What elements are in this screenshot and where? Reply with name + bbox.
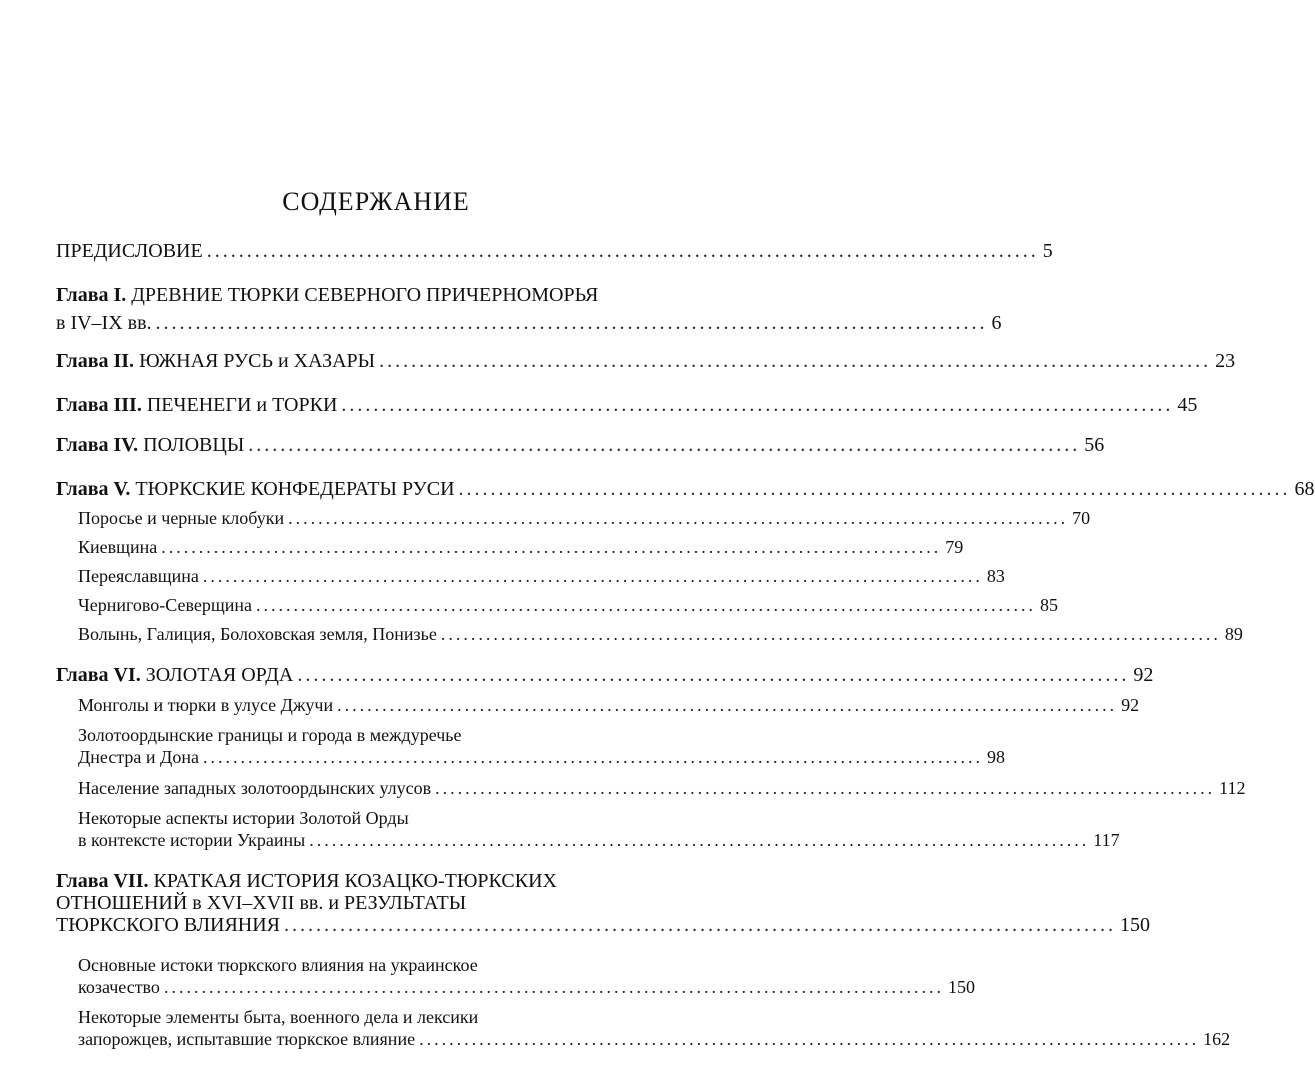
toc-subentry[interactable] bbox=[78, 807, 1120, 851]
leader-dots: ........................................................................................................ bbox=[379, 350, 1212, 372]
page-number: 92 bbox=[1121, 695, 1140, 715]
leader-dots: ........................................................................................................ bbox=[206, 240, 1039, 262]
toc-entry-chapter-6[interactable] bbox=[56, 664, 1154, 686]
page-number: 89 bbox=[1224, 624, 1243, 644]
page-number: 162 bbox=[1203, 1029, 1231, 1049]
leader-dots: ........................................................................................................ bbox=[248, 434, 1081, 456]
chapter-label: Глава VI. bbox=[56, 664, 141, 686]
leader-dots: ........................................................................................................ bbox=[419, 1029, 1200, 1049]
toc-entry-chapter-2[interactable] bbox=[56, 350, 1236, 372]
leader-dots: ........................................................................................................ bbox=[341, 394, 1174, 416]
page-number: 70 bbox=[1072, 508, 1091, 528]
toc-subentry[interactable] bbox=[78, 623, 1243, 645]
chapter-title: КРАТКАЯ ИСТОРИЯ КОЗАЦКО-ТЮРКСКИХ bbox=[153, 870, 557, 892]
leader-dots: ........................................................................................................ bbox=[155, 312, 988, 334]
toc-subentry[interactable] bbox=[78, 507, 1091, 529]
subentry-title-continued: в контексте истории Украины bbox=[78, 830, 306, 850]
toc-subentry[interactable] bbox=[78, 954, 975, 998]
page-number: 117 bbox=[1093, 830, 1120, 850]
leader-dots: ........................................................................................................ bbox=[309, 830, 1090, 850]
toc-subentry[interactable] bbox=[78, 777, 1246, 799]
subentry-title: Некоторые аспекты истории Золотой Орды bbox=[78, 808, 409, 828]
page-number: 23 bbox=[1215, 350, 1236, 372]
toc-subentry[interactable] bbox=[78, 594, 1058, 616]
leader-dots: ........................................................................................................ bbox=[458, 478, 1291, 500]
page-number: 112 bbox=[1219, 778, 1246, 798]
chapter-title: ЮЖНАЯ РУСЬ и ХАЗАРЫ bbox=[139, 350, 376, 372]
page-number: 6 bbox=[991, 312, 1002, 334]
subentry-title-continued: Днестра и Дона bbox=[78, 747, 199, 767]
page-number: 92 bbox=[1133, 664, 1154, 686]
page-number: 79 bbox=[945, 537, 964, 557]
chapter-title: ПЕЧЕНЕГИ и ТОРКИ bbox=[146, 394, 338, 416]
page-number: 150 bbox=[1120, 914, 1151, 936]
subentry-title: Золотоордынские границы и города в междуречье bbox=[78, 725, 462, 745]
page-number: 56 bbox=[1084, 434, 1105, 456]
leader-dots: ........................................................................................................ bbox=[337, 695, 1118, 715]
leader-dots: ........................................................................................................ bbox=[435, 778, 1216, 798]
subentry-title-continued: запорожцев, испытавшие тюркское влияние bbox=[78, 1029, 416, 1049]
toc-entry-chapter-7[interactable] bbox=[56, 870, 1151, 936]
chapter-title: ТЮРКСКИЕ КОНФЕДЕРАТЫ РУСИ bbox=[135, 478, 455, 500]
toc-entry-chapter-1[interactable] bbox=[56, 284, 1002, 334]
page-title: СОДЕРЖАНИЕ bbox=[282, 187, 470, 216]
page-number: 83 bbox=[986, 566, 1005, 586]
chapter-title-continued: ОТНОШЕНИЙ в XVI–XVII вв. и РЕЗУЛЬТАТЫ bbox=[56, 892, 467, 914]
toc-subentry[interactable] bbox=[78, 536, 964, 558]
page-number: 85 bbox=[1039, 595, 1058, 615]
toc-subentry[interactable] bbox=[78, 724, 1005, 768]
chapter-label: Глава V. bbox=[56, 478, 131, 500]
subentry-title: Чернигово-Северщина bbox=[78, 595, 252, 615]
page-number: 98 bbox=[986, 747, 1005, 767]
subentry-title: Некоторые элементы быта, военного дела и лексики bbox=[78, 1007, 479, 1027]
chapter-title: ПОЛОВЦЫ bbox=[143, 434, 245, 456]
toc-entry-chapter-3[interactable] bbox=[56, 394, 1198, 416]
leader-dots: ........................................................................................................ bbox=[440, 624, 1221, 644]
chapter-title: ДРЕВНИЕ ТЮРКИ СЕВЕРНОГО ПРИЧЕРНОМОРЬЯ bbox=[131, 284, 599, 306]
toc-entry-chapter-4[interactable] bbox=[56, 434, 1105, 456]
toc-subentry[interactable] bbox=[78, 565, 1005, 587]
subentry-title: Поросье и черные клобуки bbox=[78, 508, 285, 528]
page-number: 150 bbox=[947, 977, 975, 997]
leader-dots: ........................................................................................................ bbox=[161, 537, 942, 557]
chapter-title: ЗОЛОТАЯ ОРДА bbox=[145, 664, 294, 686]
leader-dots: ........................................................................................................ bbox=[202, 566, 983, 586]
chapter-label: Глава IV. bbox=[56, 434, 139, 456]
page-number: 5 bbox=[1042, 240, 1053, 262]
subentry-title: Волынь, Галиция, Болоховская земля, Понизье bbox=[78, 624, 437, 644]
leader-dots: ........................................................................................................ bbox=[163, 977, 944, 997]
toc-entry-text: ПРЕДИСЛОВИЕ bbox=[56, 240, 203, 262]
toc-subentry[interactable] bbox=[78, 1006, 1231, 1050]
leader-dots: ........................................................................................................ bbox=[288, 508, 1069, 528]
subentry-title: Киевщина bbox=[78, 537, 158, 557]
subentry-title: Население западных золотоордынских улусов bbox=[78, 778, 432, 798]
chapter-label: Глава II. bbox=[56, 350, 135, 372]
toc-entry-chapter-5[interactable] bbox=[56, 478, 1315, 500]
chapter-title-continued: в IV–IX вв. bbox=[56, 312, 152, 334]
leader-dots: ........................................................................................................ bbox=[297, 664, 1130, 686]
chapter-title-continued: ТЮРКСКОГО ВЛИЯНИЯ bbox=[56, 914, 281, 936]
leader-dots: ........................................................................................................ bbox=[255, 595, 1036, 615]
subentry-title: Переяславщина bbox=[78, 566, 199, 586]
subentry-title: Основные истоки тюркского влияния на украинское bbox=[78, 955, 478, 975]
leader-dots: ........................................................................................................ bbox=[202, 747, 983, 767]
subentry-title-continued: козачество bbox=[78, 977, 160, 997]
chapter-label: Глава VII. bbox=[56, 870, 149, 892]
toc-entry-preface[interactable] bbox=[56, 240, 1053, 262]
page-number: 45 bbox=[1177, 394, 1198, 416]
chapter-label: Глава I. bbox=[56, 284, 127, 306]
leader-dots: ........................................................................................................ bbox=[284, 914, 1117, 936]
chapter-label: Глава III. bbox=[56, 394, 142, 416]
subentry-title: Монголы и тюрки в улусе Джучи bbox=[78, 695, 334, 715]
page-number: 68 bbox=[1294, 478, 1315, 500]
toc-subentry[interactable] bbox=[78, 694, 1140, 716]
